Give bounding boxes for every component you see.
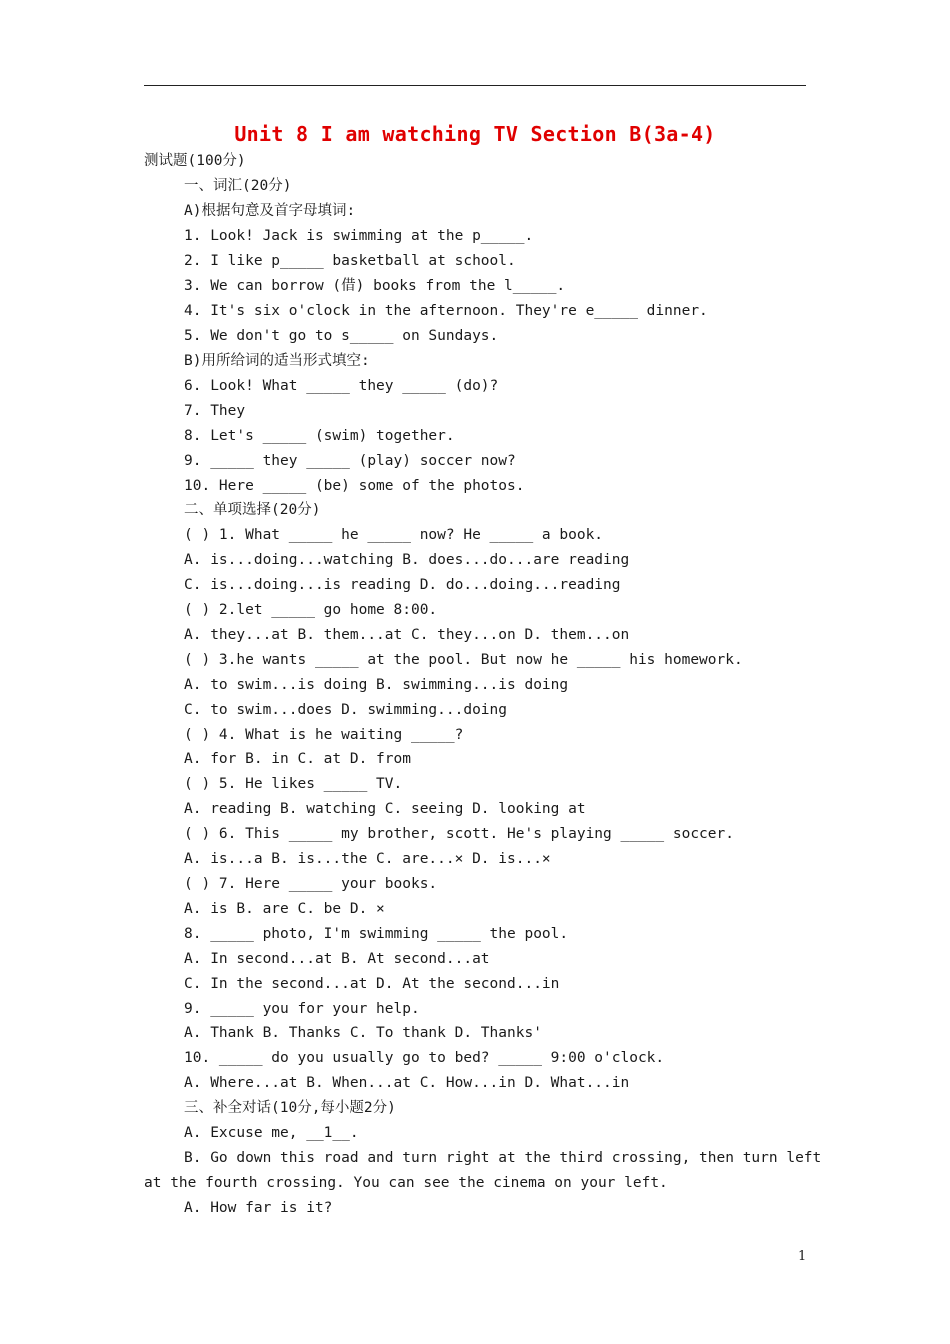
question: 8. _____ photo, I'm swimming _____ the pool. [184, 926, 569, 942]
dialogue-line: A. How far is it? [184, 1200, 333, 1216]
answer-options: A. to swim...is doing B. swimming...is doing [184, 677, 569, 693]
question: 9. _____ you for your help. [184, 1001, 420, 1017]
answer-options: A. they...at B. them...at C. they...on D. them...on [184, 627, 630, 643]
question: 5. We don't go to s_____ on Sundays. [184, 328, 499, 344]
section-heading: 三、补全对话(10分,每小题2分) [184, 1100, 396, 1116]
question: 6. Look! What _____ they _____ (do)? [184, 378, 499, 394]
question: 10. Here _____ (be) some of the photos. [184, 478, 525, 494]
dialogue-line: A. Excuse me, __1__. [184, 1125, 359, 1141]
question: 2. I like p_____ basketball at school. [184, 253, 516, 269]
section-heading: 二、单项选择(20分) [184, 502, 321, 518]
page-number: 1 [798, 1249, 807, 1264]
question: ( ) 4. What is he waiting _____? [184, 727, 464, 743]
question: 4. It's six o'clock in the afternoon. They're e_____ dinner. [184, 303, 708, 319]
header-rule [144, 85, 806, 86]
subsection-heading: A)根据句意及首字母填词: [184, 203, 356, 219]
answer-options: A. In second...at B. At second...at [184, 951, 490, 967]
answer-options: A. Where...at B. When...at C. How...in D. What...in [184, 1075, 630, 1091]
question: 7. They [184, 403, 246, 419]
subtitle: 测试题(100分) [144, 153, 246, 169]
answer-options: A. for B. in C. at D. from [184, 751, 411, 767]
answer-options: A. is B. are C. be D. × [184, 901, 385, 917]
subsection-heading: B)用所给词的适当形式填空: [184, 353, 370, 369]
question: ( ) 5. He likes _____ TV. [184, 776, 403, 792]
answer-options: A. Thank B. Thanks C. To thank D. Thanks' [184, 1025, 542, 1041]
answer-options: C. In the second...at D. At the second...in [184, 976, 560, 992]
dialogue-line: B. Go down this road and turn right at the third crossing, then turn left [184, 1150, 822, 1166]
answer-options: A. reading B. watching C. seeing D. looking at [184, 801, 586, 817]
question: ( ) 6. This _____ my brother, scott. He's playing _____ soccer. [184, 826, 734, 842]
answer-options: A. is...doing...watching B. does...do...are reading [184, 552, 630, 568]
question: 8. Let's _____ (swim) together. [184, 428, 455, 444]
question: 1. Look! Jack is swimming at the p_____. [184, 228, 534, 244]
dialogue-line: at the fourth crossing. You can see the cinema on your left. [144, 1175, 668, 1191]
question: ( ) 2.let _____ go home 8:00. [184, 602, 438, 618]
answer-options: C. to swim...does D. swimming...doing [184, 702, 508, 718]
page-title: Unit 8 I am watching TV Section B(3a-4) [234, 122, 716, 146]
question: ( ) 1. What _____ he _____ now? He _____ a book. [184, 527, 604, 543]
answer-options: C. is...doing...is reading D. do...doing...reading [184, 577, 621, 593]
section-heading: 一、词汇(20分) [184, 178, 292, 194]
answer-options: A. is...a B. is...the C. are...× D. is...× [184, 851, 551, 867]
question: ( ) 3.he wants _____ at the pool. But now he _____ his homework. [184, 652, 743, 668]
question: 9. _____ they _____ (play) soccer now? [184, 453, 516, 469]
question: ( ) 7. Here _____ your books. [184, 876, 438, 892]
question: 10. _____ do you usually go to bed? _____ 9:00 o'clock. [184, 1050, 665, 1066]
question: 3. We can borrow (借) books from the l_____. [184, 278, 566, 294]
